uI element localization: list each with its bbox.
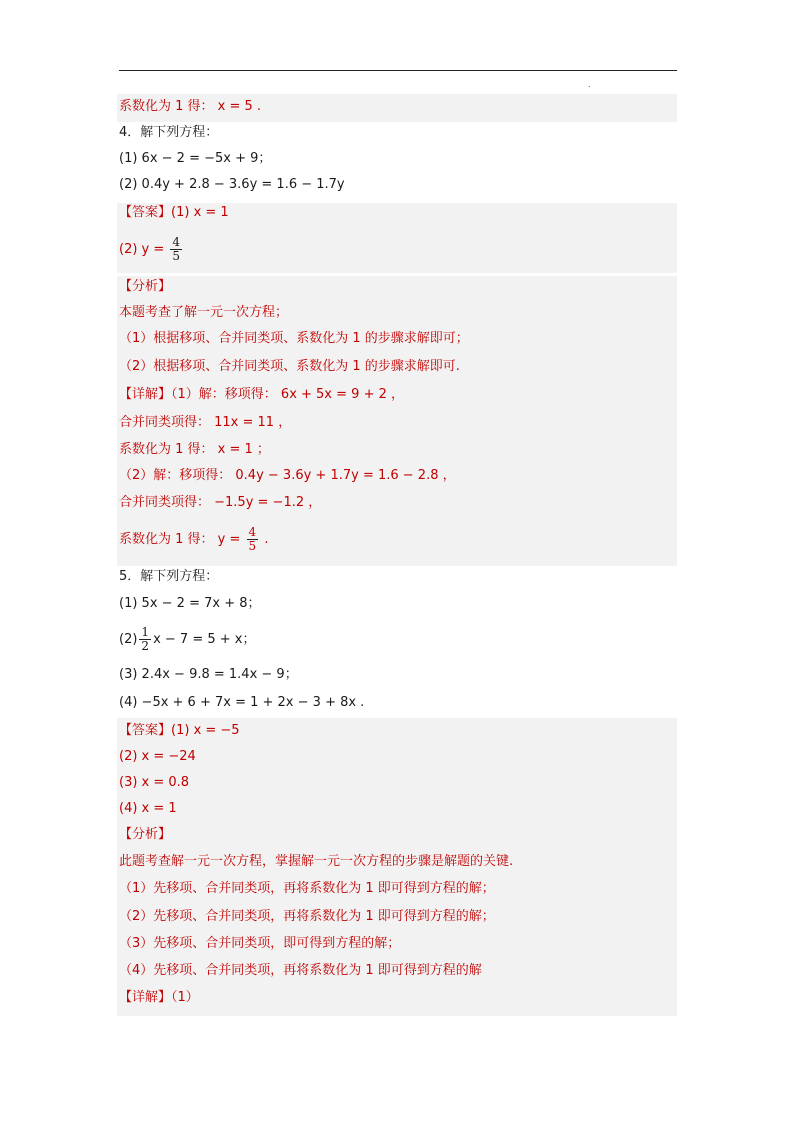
q4-detail-4: （2）解：移项得： 0.4y − 3.6y + 1.7y = 1.6 − 2.8 ，: [119, 468, 456, 483]
fraction-denominator: 5: [172, 249, 181, 263]
q5-analysis-tag: 【分析】: [119, 827, 172, 842]
header-dot: .: [588, 80, 591, 89]
q4-answer-line-1: [119, 200, 229, 226]
q4-detail-line-6: [119, 522, 268, 558]
q4-problem-1: (1) 6x − 2 = −5x + 9；: [119, 151, 272, 166]
q5-answer-2: (2) x = −24: [119, 749, 196, 764]
top-answer-line: 系数化为 1 得： x = 5 .: [119, 99, 262, 114]
q5-detail-tag: 【详解】: [119, 990, 172, 1005]
q5-answer-3: (3) x = 0.8: [119, 775, 190, 790]
q5-detail-line-1: [119, 985, 199, 1011]
q5-problem-3: (3) 2.4x − 9.8 = 1.4x − 9；: [119, 667, 298, 682]
fraction-numerator: 4: [248, 525, 257, 540]
q5-answer-tag: 【答案】: [119, 723, 172, 738]
q5-problem-2-suffix: x − 7 = 5 + x；: [153, 632, 256, 647]
q5-answer-1: (1) x = −5: [171, 723, 240, 738]
q5-problem-2-prefix: (2): [119, 632, 138, 647]
q5-answer-4: (4) x = 1: [119, 801, 177, 816]
q5-analysis-3: （2）先移项、合并同类项，再将系数化为 1 即可得到方程的解；: [119, 909, 495, 924]
q4-detail-tag: 【详解】: [119, 387, 172, 402]
q4-answer-tag: 【答案】: [119, 205, 172, 220]
header-rule: [119, 70, 677, 71]
fraction-numerator: 1: [141, 625, 150, 640]
q4-detail-6-fraction: [247, 526, 259, 552]
q4-detail-line-1: [119, 382, 404, 408]
q5-analysis-4: （3）先移项、合并同类项，即可得到方程的解；: [119, 936, 401, 951]
fraction-denominator: 2: [141, 639, 150, 653]
q5-problem-4: (4) −5x + 6 + 7x = 1 + 2x − 3 + 8x .: [119, 695, 365, 710]
q4-detail-5: 合并同类项得： −1.5y = −1.2 ，: [119, 495, 322, 510]
q5-detail-1: （1）: [171, 990, 199, 1005]
fraction-denominator: 5: [248, 539, 257, 553]
q5-problem-1: (1) 5x − 2 = 7x + 8；: [119, 596, 261, 611]
q4-title: 4．解下列方程：: [119, 125, 219, 140]
q4-problem-2: (2) 0.4y + 2.8 − 3.6y = 1.6 − 1.7y: [119, 177, 345, 192]
q5-title: 5．解下列方程：: [119, 569, 219, 584]
q4-answer-1: (1) x = 1: [171, 205, 229, 220]
q5-problem-2: [119, 622, 255, 658]
q5-analysis-1: 此题考查解一元一次方程，掌握解一元一次方程的步骤是解题的关键.: [119, 854, 514, 869]
q4-answer-2-prefix: (2) y =: [119, 242, 165, 257]
q4-answer-line-2: [119, 232, 184, 268]
q4-analysis-2: （1）根据移项、合并同类项、系数化为 1 的步骤求解即可；: [119, 331, 469, 346]
q4-detail-2: 合并同类项得： 11x = 11 ，: [119, 415, 292, 430]
fraction-numerator: 4: [172, 235, 181, 250]
q5-answer-line-1: [119, 718, 240, 744]
q4-answer-2-fraction: [170, 236, 182, 262]
q5-analysis-2: （1）先移项、合并同类项，再将系数化为 1 即可得到方程的解；: [119, 881, 495, 896]
q4-analysis-1: 本题考查了解一元一次方程；: [119, 305, 289, 320]
q4-detail-6-prefix: 系数化为 1 得： y =: [119, 532, 241, 547]
q4-detail-1: （1）解：移项得： 6x + 5x = 9 + 2 ，: [171, 387, 404, 402]
q4-analysis-3: （2）根据移项、合并同类项、系数化为 1 的步骤求解即可.: [119, 359, 460, 374]
q5-analysis-5: （4）先移项、合并同类项，再将系数化为 1 即可得到方程的解: [119, 963, 482, 978]
q4-analysis-tag: 【分析】: [119, 279, 172, 294]
q4-detail-6-suffix: .: [264, 532, 269, 547]
q4-detail-3: 系数化为 1 得： x = 1 ；: [119, 442, 270, 457]
q5-problem-2-fraction: [139, 626, 151, 652]
